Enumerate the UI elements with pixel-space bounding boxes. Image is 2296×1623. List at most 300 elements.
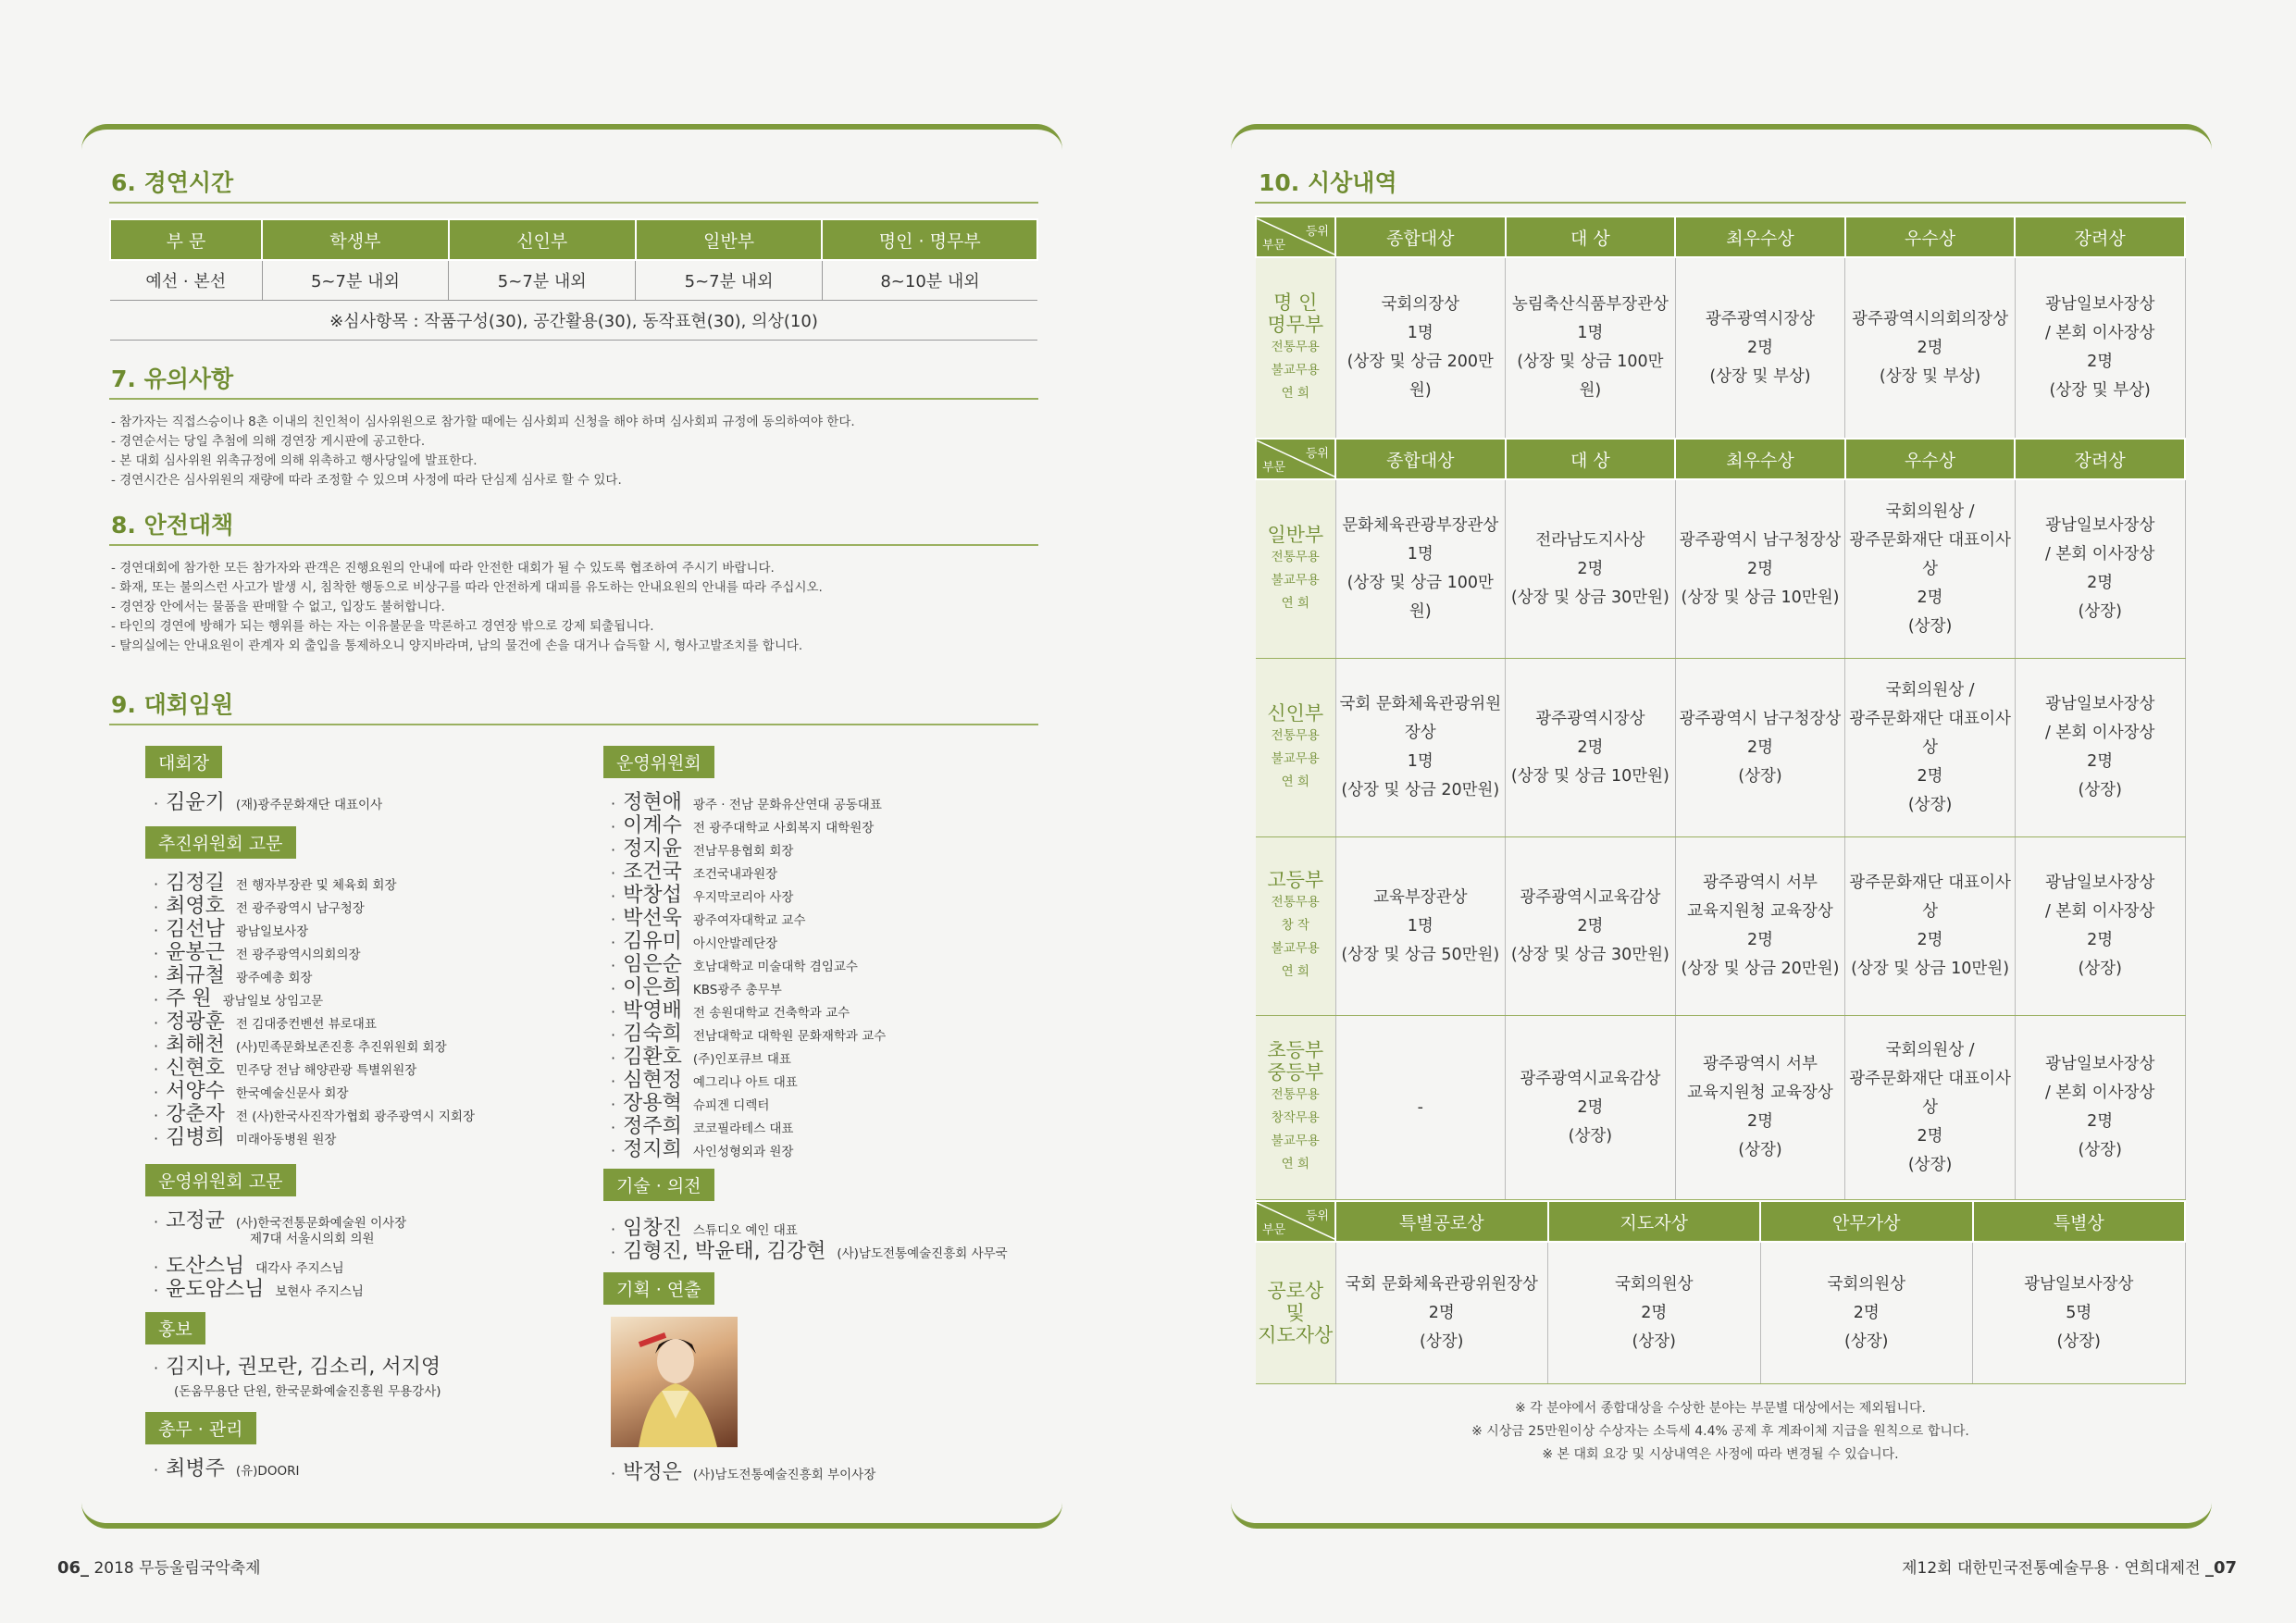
award-cell — [1335, 1242, 1548, 1384]
division-cell — [1256, 479, 1335, 659]
award-line: 교육부장관상 — [1373, 887, 1468, 907]
section-9-title: 9. 대회임원 — [111, 691, 234, 718]
list-item: - 경연대회에 참가한 모든 참가자와 관객은 진행요원의 안내에 따라 안전한 대회가 될 수 있도록 협조하여 주시기 바랍니다. — [111, 561, 775, 576]
award-line: 광주광역시 남구청장상 — [1679, 530, 1842, 550]
award-line: 국회의원상 — [1827, 1274, 1906, 1294]
division-subcategory: 불교무용 — [1271, 941, 1320, 956]
award-line: 광남일보사장상 — [2045, 1055, 2155, 1073]
person-name: 신현호 — [166, 1057, 225, 1080]
bullet: · — [611, 957, 616, 974]
note-line: ※ 시상금 25만원이상 수상자는 소득세 4.4% 공제 후 계좌이체 지급을 원칙으로 합니다. — [1471, 1424, 1969, 1439]
person-name: 장용혁 — [623, 1092, 682, 1115]
award-cell — [2015, 837, 2185, 1016]
person-role: 슈피겐 디렉터 — [692, 1098, 770, 1113]
award-cell — [1973, 1242, 2186, 1384]
award-line: 2명 — [1917, 1126, 1943, 1146]
person-name: 최규철 — [166, 964, 225, 987]
person-role: 전 행자부장관 및 체육회 회장 — [235, 878, 397, 893]
header-row — [1256, 439, 2185, 479]
person-name: 김유미 — [623, 930, 682, 953]
person-name: 정지희 — [623, 1138, 682, 1161]
dancer-illustration — [611, 1317, 738, 1447]
person-name: 강춘자 — [166, 1103, 225, 1126]
bullet: · — [611, 795, 616, 812]
person-name: 고정균 — [166, 1209, 225, 1233]
award-line: (상장 및 부상) — [1709, 366, 1811, 386]
award-line: (상장 및 상금 50만원) — [1341, 945, 1500, 964]
award-line: (상장) — [1738, 1141, 1782, 1159]
section-10-title: 10. 시상내역 — [1259, 169, 1397, 196]
person-name: 서양수 — [166, 1080, 225, 1103]
list-item: - 경연시간은 심사위원의 재량에 따라 조정할 수 있으며 사정에 따라 단심제 심사로 할 수 있다. — [111, 473, 622, 488]
list-item: · 고정균 (사)한국전통문화예술원 이사장 — [154, 1205, 406, 1228]
division-name-line: 신인부 — [1267, 701, 1324, 725]
person-role: 제7대 서울시의회 의원 — [250, 1232, 375, 1246]
award-line: 2명 — [2087, 931, 2114, 949]
person-role: 예그리나 아트 대표 — [692, 1075, 798, 1090]
award-line: (상장 및 상금 10만원) — [1681, 588, 1840, 607]
rank-label: 등위 — [1305, 225, 1329, 239]
award-line: (상장 및 상금 100만원) — [1347, 574, 1494, 621]
header-row — [1256, 217, 2185, 257]
award-cell — [1335, 659, 1506, 837]
person-role: 조건국내과원장 — [692, 867, 778, 882]
division-name — [1257, 524, 1334, 546]
column-header: 대 상 — [1506, 217, 1676, 257]
plan-tag: 기획 · 연출 — [603, 1272, 714, 1305]
award-line: 2명 — [1853, 1303, 1880, 1322]
list-item — [611, 810, 886, 837]
award-line: 2명 — [1746, 931, 1773, 949]
award-cell — [1675, 257, 1845, 439]
op-advisors-list — [154, 1205, 407, 1301]
award-cell — [1675, 659, 1845, 837]
award-line: 2명 — [1917, 931, 1943, 949]
division-cell — [1256, 659, 1335, 837]
person-role: 한국예술신문사 회장 — [235, 1086, 349, 1101]
bullet: · — [611, 1026, 616, 1044]
person-role: 스튜디오 예인 대표 — [692, 1223, 798, 1238]
bullet: · — [611, 1119, 616, 1136]
person-role: 우지막코리아 사장 — [692, 890, 794, 905]
award-line: 1명 — [1407, 916, 1433, 935]
list-item: - 타인의 경연에 방해가 되는 행위를 하는 자는 이유불문을 막론하고 경연장 밖으로 강제 퇴출됩니다. — [111, 619, 654, 634]
award-cell — [1506, 659, 1676, 837]
award-line: (상장) — [2078, 781, 2122, 799]
person-role: 대각사 주지스님 — [255, 1261, 344, 1276]
bullet: · — [611, 1003, 616, 1021]
list-item: - 경연장 안에서는 물품을 판매할 수 없고, 입장도 불허합니다. — [111, 600, 445, 614]
award-line: (상장 및 상금 20만원) — [1341, 781, 1500, 799]
list-item: · 김형진, 박윤태, 김강현 (사)남도전통예술진흥회 사무국 — [611, 1235, 1008, 1258]
award-cell — [1335, 1016, 1506, 1200]
award-line: 국회의원상 / — [1885, 502, 1975, 521]
award-cell — [2015, 479, 2185, 659]
bullet: · — [154, 945, 159, 962]
section-8-title: 8. 안전대책 — [111, 512, 234, 539]
list-item — [611, 902, 886, 930]
person-name: 정현애 — [623, 791, 682, 814]
award-line: (상장) — [1738, 766, 1782, 786]
bullet: · — [154, 1084, 159, 1101]
award-line: 2명 — [2087, 752, 2114, 771]
award-line: 광주광역시장상 — [1705, 309, 1816, 328]
committee-list — [611, 787, 887, 1161]
award-line: (상장 및 상금 10만원) — [1851, 960, 2010, 978]
list-item — [611, 925, 886, 953]
award-line: 2명 — [1577, 737, 1604, 757]
award-line: 광남일보사장상 — [2045, 695, 2155, 713]
list-item — [611, 1087, 886, 1115]
awards-section — [1255, 216, 2186, 1384]
division-name — [1257, 1039, 1334, 1084]
list-item: - 본 대회 심사위원 위촉규정에 의해 위촉하고 행사당일에 발표한다. — [111, 453, 478, 468]
award-cell — [1675, 1016, 1845, 1200]
award-line: (상장 및 부상) — [2049, 381, 2151, 400]
page-number: 06_ — [57, 1558, 90, 1578]
award-line: (상장) — [1907, 1155, 1953, 1174]
person-name: 김윤기 — [166, 791, 225, 814]
person-role: (사)한국전통문화예술원 이사장 — [235, 1216, 407, 1231]
award-line: 1명 — [1407, 324, 1433, 342]
award-cell — [1335, 837, 1506, 1016]
person-name: 김정길 — [166, 872, 225, 895]
person-role: 전남무용협회 회장 — [692, 844, 794, 859]
left-footer — [57, 1555, 261, 1578]
award-line: 2명 — [1917, 766, 1943, 786]
award-line: 2명 — [1577, 916, 1604, 935]
division-name-line: 일반부 — [1267, 523, 1324, 546]
award-cell — [1335, 479, 1506, 659]
division-label: 부문 — [1262, 461, 1286, 475]
person-name: 심현정 — [623, 1069, 682, 1092]
list-item — [611, 1110, 886, 1138]
bullet: · — [154, 1130, 159, 1147]
award-line: 국회 문화체육관광위원장상 — [1339, 695, 1502, 742]
award-line: (상장) — [1844, 1332, 1889, 1351]
person-name: 임창진 — [623, 1217, 682, 1240]
award-line: / 본회 이사장상 — [2044, 1084, 2155, 1102]
rank-division-corner — [1256, 217, 1335, 257]
award-cell — [1845, 1016, 2016, 1200]
list-item — [611, 1134, 886, 1161]
division-name-line: 명 인 — [1273, 291, 1318, 314]
division-cell — [1256, 257, 1335, 439]
award-row — [1256, 837, 2185, 1016]
person-name: 임은순 — [623, 953, 682, 976]
pr-sub: (돈움무용단 단원, 한국문화예술진흥원 무용강사) — [174, 1384, 441, 1399]
award-cell — [2015, 1016, 2185, 1200]
person-name: 조건국 — [623, 861, 682, 884]
award-line: 광주광역시교육감상 — [1520, 887, 1661, 907]
award-line: (상장) — [1568, 1126, 1613, 1146]
division-name — [1257, 1280, 1334, 1346]
award-cell — [1335, 257, 1506, 439]
award-line: (상장) — [1907, 795, 1953, 814]
award-cell — [1760, 1242, 1973, 1384]
chair-tag: 대회장 — [145, 746, 222, 778]
person-role: (재)광주문화재단 대표이사 — [235, 798, 383, 812]
award-line: (상장 및 부상) — [1879, 366, 1981, 386]
person-name: 정광훈 — [166, 1010, 225, 1034]
division-subcategory: 연 희 — [1281, 595, 1309, 611]
section-9-rule — [109, 724, 1038, 725]
bullet: · — [611, 934, 616, 951]
bullet: · — [611, 1142, 616, 1159]
award-line: 광주문화재단 대표이사상 — [1849, 530, 2011, 578]
list-item — [154, 867, 475, 895]
note-line: ※ 각 분야에서 종합대상을 수상한 분야는 부문별 대상에서는 제외됩니다. — [1515, 1401, 1926, 1416]
division-cell — [1256, 1016, 1335, 1200]
person-name: 박창섭 — [623, 884, 682, 907]
division-subcategory: 전통무용 — [1271, 727, 1320, 743]
award-line: 광남일보사장상 — [2045, 295, 2155, 314]
person-role: (유)DOORI — [235, 1464, 300, 1479]
note-line: ※ 본 대회 요강 및 시상내역은 사정에 따라 변경될 수 있습니다. — [1542, 1447, 1899, 1462]
person-role: (사)남도전통예술진흥회 부이사장 — [692, 1468, 876, 1482]
column-header: 종합대상 — [1335, 439, 1506, 479]
rank-label: 등위 — [1305, 1209, 1329, 1223]
award-line: (상장 및 상금 20만원) — [1681, 960, 1840, 978]
list-item — [154, 936, 475, 964]
award-cell — [1548, 1242, 1761, 1384]
person-name: 윤봉근 — [166, 941, 225, 964]
award-line: 국회의원상 / — [1885, 1040, 1975, 1059]
person-name: 김형진, 박윤태, 김강현 — [623, 1240, 826, 1263]
award-line: 국회의원상 — [1614, 1274, 1694, 1294]
person-role: (주)인포큐브 대표 — [692, 1052, 791, 1067]
award-line: 국회의원상 / — [1885, 680, 1975, 700]
list-item — [611, 1018, 887, 1046]
award-line: 광주문화재단 대표이사상 — [1849, 1069, 2011, 1117]
division-subcategory: 불교무용 — [1271, 1134, 1320, 1148]
award-cell — [1675, 479, 1845, 659]
pr-names-text: 김지나, 권모란, 김소리, 서지영 — [166, 1356, 441, 1379]
bullet: · — [154, 875, 159, 893]
precautions-list — [111, 413, 1036, 490]
corner-box — [1257, 1203, 1334, 1240]
bullet: · — [154, 1060, 159, 1078]
award-line: / 본회 이사장상 — [2044, 724, 2155, 742]
list-item: - 탈의실에는 안내요원이 관계자 외 출입을 통제하오니 양지바라며, 남의 물건에 손을 대거나 습득할 시, 형사고발조치를 합니다. — [111, 638, 803, 653]
award-line: 교육지원청 교육장상 — [1687, 1084, 1833, 1102]
header-row — [1256, 1201, 2185, 1242]
performance-time-table — [109, 218, 1038, 341]
list-item — [154, 1121, 475, 1149]
column-header: 대 상 — [1506, 439, 1676, 479]
award-line: / 본회 이사장상 — [2044, 324, 2155, 342]
list-item — [611, 879, 886, 907]
list-item: · 도산스님 대각사 주지스님 — [154, 1250, 406, 1273]
award-cell — [1506, 257, 1676, 439]
person-role: 전 광주대학교 사회복지 대학원장 — [692, 821, 875, 836]
table-header: 신인부 — [449, 219, 636, 260]
division-name — [1257, 702, 1334, 725]
rank-label: 등위 — [1305, 447, 1329, 461]
bullet: · — [154, 1037, 159, 1055]
list-item: · 박정은 (사)남도전통예술진흥회 부이사장 — [611, 1456, 875, 1480]
list-item: · 윤도암스님 보현사 주지스님 — [154, 1273, 406, 1296]
awards-table-1 — [1255, 216, 2186, 1200]
award-line: 1명 — [1407, 545, 1433, 564]
list-item — [154, 960, 475, 987]
award-cell — [1845, 479, 2016, 659]
award-cell — [1845, 257, 2016, 439]
division-subcategory: 연 희 — [1281, 774, 1309, 789]
bullet: · — [611, 980, 616, 997]
award-line: 교육지원청 교육장상 — [1687, 902, 1833, 921]
dancer-photo — [611, 1317, 738, 1447]
person-name: 도산스님 — [166, 1255, 245, 1278]
division-label: 부문 — [1262, 239, 1286, 253]
award-line: 5명 — [2066, 1303, 2092, 1322]
division-name-line: 초등부 — [1267, 1039, 1324, 1061]
footer-text: 제12회 대한민국전통예술무용 · 연희대제전 — [1902, 1559, 2201, 1578]
committee-tag: 운영위원회 — [603, 746, 714, 778]
award-line: (상장) — [2056, 1332, 2101, 1351]
column-header: 최우수상 — [1675, 439, 1845, 479]
award-line: 국회의장상 — [1381, 295, 1460, 314]
award-cell — [1506, 837, 1676, 1016]
division-subcategory: 창 작 — [1281, 918, 1309, 933]
column-header: 최우수상 — [1675, 217, 1845, 257]
column-header: 지도자상 — [1548, 1201, 1761, 1242]
person-role: 미래아동병원 원장 — [235, 1133, 337, 1147]
person-name: 윤도암스님 — [166, 1278, 265, 1301]
table-cell: 5~7분 내외 — [636, 260, 823, 301]
division-subcategory: 불교무용 — [1271, 750, 1320, 766]
tech-list — [611, 1212, 1008, 1263]
list-item: - 경연순서는 당일 추첨에 의해 경연장 게시판에 공고한다. — [111, 434, 426, 449]
list-item — [154, 1228, 406, 1250]
bullet: · — [154, 898, 159, 916]
person-role: 코코필라테스 대표 — [692, 1121, 794, 1136]
division-subcategory: 전통무용 — [1271, 339, 1320, 354]
person-role: (사)민족문화보존진흥 추진위원회 회장 — [235, 1040, 447, 1055]
award-cell — [1675, 837, 1845, 1016]
corner-box — [1257, 440, 1334, 477]
award-line: 2명 — [1917, 588, 1943, 607]
person-name: 최해천 — [166, 1034, 225, 1057]
list-item — [154, 1006, 475, 1034]
person-role: 광주예총 회장 — [235, 971, 313, 985]
person-name: 김환호 — [623, 1046, 682, 1069]
person-role: 광남일보사장 — [235, 924, 309, 939]
award-row — [1256, 1242, 2185, 1384]
rank-division-corner — [1256, 439, 1335, 479]
person-role: (사)남도전통예술진흥회 사무국 — [837, 1246, 1008, 1261]
section-6-title: 6. 경연시간 — [111, 169, 234, 196]
section-8-rule — [109, 544, 1038, 546]
award-line: 2명 — [1746, 737, 1773, 757]
award-line: 2명 — [1577, 1097, 1604, 1117]
advisors-list — [154, 867, 476, 1149]
person-name: 박영배 — [623, 999, 682, 1022]
column-header: 특별공로상 — [1335, 1201, 1548, 1242]
section-7-rule — [109, 398, 1038, 400]
bullet: · — [611, 1096, 616, 1113]
column-header: 특별상 — [1973, 1201, 2186, 1242]
person-name: 박선욱 — [623, 907, 682, 930]
award-line: 2명 — [1746, 1112, 1773, 1131]
right-footer — [1902, 1555, 2237, 1578]
person-role: 민주당 전남 해양관광 특별위원장 — [235, 1063, 417, 1078]
list-item: · 김윤기 (재)광주문화재단 대표이사 — [154, 787, 382, 810]
list-item — [154, 1075, 475, 1103]
corner-box — [1257, 218, 1334, 255]
award-line: 1명 — [1577, 324, 1604, 342]
division-name-line: 및 — [1285, 1302, 1305, 1324]
division-subcategory: 연 희 — [1281, 1157, 1309, 1171]
award-line: 문화체육관광부장관상 — [1342, 516, 1499, 535]
column-header: 종합대상 — [1335, 217, 1506, 257]
award-line: 2명 — [1917, 338, 1943, 357]
award-line: (상장) — [1907, 616, 1953, 636]
person-name: 최병주 — [166, 1457, 225, 1481]
list-item: - 화재, 또는 불의스런 사고가 발생 시, 침착한 행동으로 비상구를 따라 안전하게 대피를 유도하는 안내요원의 안내를 따라 주십시오. — [111, 580, 823, 595]
award-line: 2명 — [1428, 1303, 1455, 1322]
person-name: 김선남 — [166, 918, 225, 941]
award-line: (상장 및 상금 200만원) — [1347, 353, 1494, 400]
division-name-line: 공로상 — [1267, 1280, 1324, 1302]
award-line: 2명 — [1641, 1303, 1668, 1322]
table-header: 학생부 — [262, 219, 449, 260]
award-line: 광남일보사장상 — [2024, 1274, 2134, 1294]
division-cell — [1256, 837, 1335, 1016]
pr-names: · 김지나, 권모란, 김소리, 서지영 — [154, 1356, 441, 1379]
list-item — [611, 856, 886, 884]
person-role: 보현사 주지스님 — [275, 1284, 364, 1299]
person-name: 정지윤 — [623, 837, 682, 861]
award-cell — [2015, 257, 2185, 439]
award-line: 광주광역시교육감상 — [1520, 1069, 1661, 1088]
award-line: - — [1417, 1097, 1423, 1117]
division-subcategory: 불교무용 — [1271, 362, 1320, 378]
list-item — [611, 1064, 886, 1092]
list-item: · 최병주 (유)DOORI — [154, 1453, 299, 1476]
award-line: 2명 — [1577, 559, 1604, 578]
division-name — [1257, 869, 1334, 891]
person-role: 호남대학교 미술대학 겸임교수 — [692, 960, 858, 974]
column-header: 장려상 — [2015, 217, 2185, 257]
section-7-title: 7. 유의사항 — [111, 365, 234, 392]
division-name-line: 중등부 — [1267, 1061, 1324, 1084]
rank-division-corner — [1256, 1201, 1335, 1242]
award-line: 광주광역시 남구청장상 — [1679, 709, 1842, 728]
award-line: (상장) — [1632, 1332, 1676, 1351]
award-line: 광주광역시의회의장상 — [1852, 309, 2009, 328]
person-name: 정주희 — [623, 1115, 682, 1138]
award-cell — [1506, 479, 1676, 659]
pr-tag: 홍보 — [145, 1312, 205, 1344]
division-name — [1257, 291, 1334, 336]
person-role: 전 김대중컨벤션 뷰로대표 — [235, 1017, 377, 1032]
award-line: (상장) — [2078, 602, 2122, 621]
bullet: · — [611, 864, 616, 882]
judging-criteria-note: ※심사항목 : 작품구성(30), 공간활용(30), 동작표현(30), 의상(10) — [110, 301, 1037, 341]
column-header: 안무가상 — [1760, 1201, 1973, 1242]
tech-tag: 기술 · 의전 — [603, 1169, 714, 1201]
person-name: 최영호 — [166, 895, 225, 918]
bullet: · — [611, 1072, 616, 1090]
list-item — [154, 1052, 475, 1080]
bullet: · — [611, 1049, 616, 1067]
section-10-rule — [1255, 202, 2186, 204]
list-item — [154, 913, 475, 941]
bullet: · — [154, 1107, 159, 1124]
page-number: _07 — [2204, 1558, 2237, 1578]
award-row — [1256, 1016, 2185, 1200]
